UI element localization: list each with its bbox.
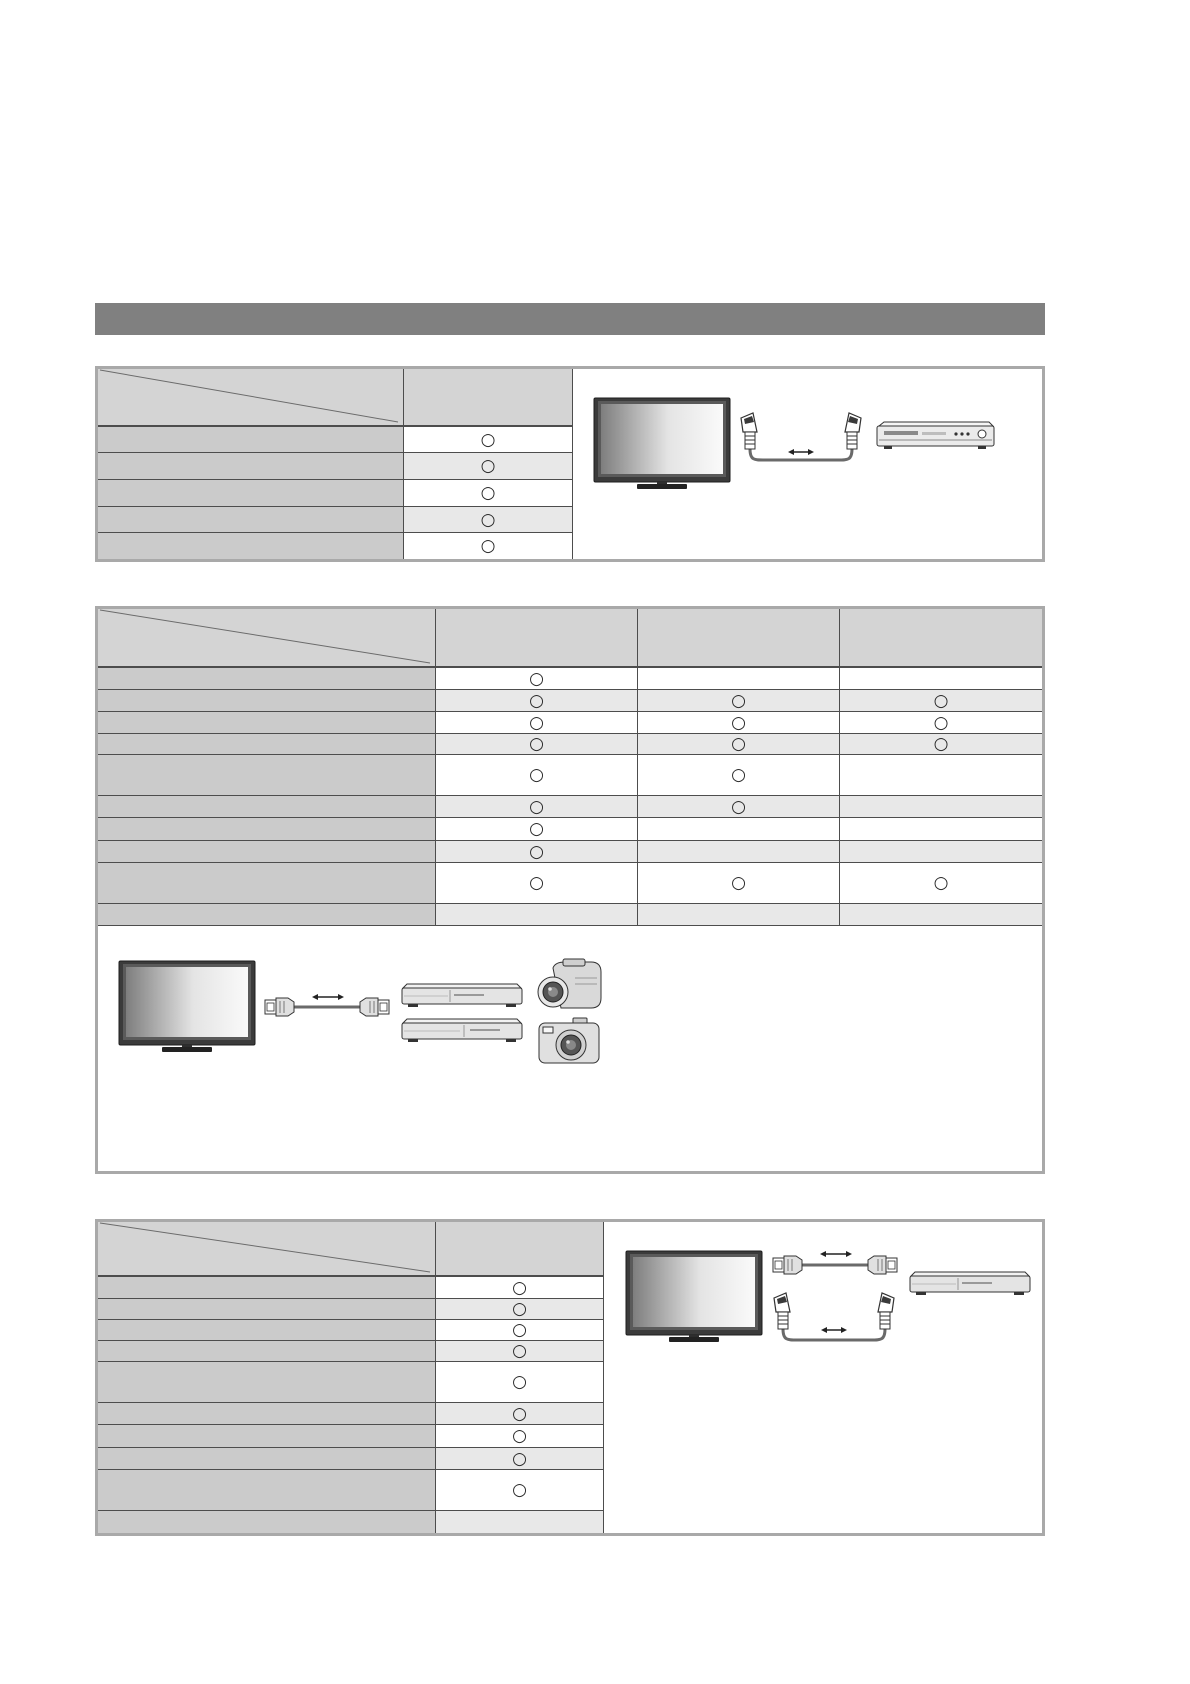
mark-cell: ○ <box>436 712 638 734</box>
table-row <box>98 690 1042 712</box>
mark-cell: ○ <box>404 427 573 453</box>
row-label-cell <box>98 1448 436 1470</box>
mark-cell <box>840 668 1042 690</box>
column-header-cell <box>404 369 573 427</box>
row-label-cell <box>98 755 436 796</box>
table-row <box>98 1511 604 1533</box>
mark-cell <box>840 818 1042 841</box>
mark-cell <box>840 755 1042 796</box>
mark-cell: ○ <box>436 755 638 796</box>
header-corner-cell <box>98 369 404 427</box>
mark-cell <box>638 841 840 863</box>
header-corner-cell <box>98 1222 436 1277</box>
tv-icon <box>625 1250 763 1344</box>
row-label-cell <box>98 507 404 533</box>
header-diagonal-line <box>98 609 436 668</box>
row-label-cell <box>98 904 436 926</box>
mark-cell <box>840 904 1042 926</box>
row-label-cell <box>98 1425 436 1448</box>
mark-cell: ○ <box>436 1341 604 1362</box>
column-header-cell <box>638 609 840 668</box>
mark-cell: ○ <box>404 507 573 533</box>
table-row <box>98 533 573 559</box>
row-label-cell <box>98 712 436 734</box>
column-header-cell <box>840 609 1042 668</box>
mark-cell: ○ <box>840 734 1042 755</box>
mark-cell <box>436 904 638 926</box>
table-row <box>98 1448 604 1470</box>
row-label-cell <box>98 1470 436 1511</box>
table-row <box>98 507 573 533</box>
mark-cell: ○ <box>436 690 638 712</box>
tv-icon <box>118 960 256 1054</box>
scart-cable-icon <box>738 410 864 468</box>
column-header-cell <box>436 1222 604 1277</box>
hdmi-cable-icon <box>770 1246 902 1280</box>
mark-cell: ○ <box>436 796 638 818</box>
table-header-row <box>98 1222 604 1277</box>
camcorder-icon <box>535 958 605 1014</box>
table-row <box>98 1362 604 1403</box>
mark-cell: ○ <box>436 734 638 755</box>
table-row <box>98 755 1042 796</box>
mark-cell: ○ <box>638 863 840 904</box>
row-label-cell <box>98 1403 436 1425</box>
mark-cell: ○ <box>436 1448 604 1470</box>
mark-cell: ○ <box>638 690 840 712</box>
row-label-cell <box>98 1511 436 1533</box>
table-row <box>98 796 1042 818</box>
table-row <box>98 453 573 480</box>
table-row <box>98 427 573 453</box>
mark-cell: ○ <box>404 533 573 559</box>
mark-cell <box>638 668 840 690</box>
mark-cell: ○ <box>638 755 840 796</box>
mark-cell: ○ <box>436 1277 604 1299</box>
scart-cable-icon <box>771 1290 897 1348</box>
row-label-cell <box>98 690 436 712</box>
mark-cell: ○ <box>638 734 840 755</box>
row-label-cell <box>98 668 436 690</box>
column-header-cell <box>436 609 638 668</box>
row-label-cell <box>98 841 436 863</box>
row-label-cell <box>98 1362 436 1403</box>
recorder-icon <box>400 1017 524 1045</box>
row-label-cell <box>98 453 404 480</box>
mark-cell <box>638 904 840 926</box>
mark-cell: ○ <box>436 1470 604 1511</box>
table-row <box>98 1403 604 1425</box>
mark-cell: ○ <box>840 690 1042 712</box>
dvd-recorder-icon <box>876 420 996 454</box>
mark-cell: ○ <box>404 453 573 480</box>
table-row <box>98 841 1042 863</box>
table-row <box>98 1425 604 1448</box>
table-row <box>98 734 1042 755</box>
row-label-cell <box>98 734 436 755</box>
recorder-icon <box>908 1270 1032 1298</box>
header-diagonal-line <box>98 1222 436 1277</box>
table-row <box>98 863 1042 904</box>
table-header-row <box>98 609 1042 668</box>
mark-cell: ○ <box>436 668 638 690</box>
mark-cell: ○ <box>436 1299 604 1320</box>
table-row <box>98 1320 604 1341</box>
hdmi-cable-icon <box>262 988 394 1022</box>
table-row <box>98 712 1042 734</box>
row-label-cell <box>98 1320 436 1341</box>
table-row <box>98 668 1042 690</box>
table-row <box>98 480 573 507</box>
row-label-cell <box>98 818 436 841</box>
mark-cell <box>436 1511 604 1533</box>
row-label-cell <box>98 1341 436 1362</box>
row-label-cell <box>98 1277 436 1299</box>
mark-cell: ○ <box>436 1425 604 1448</box>
mark-cell: ○ <box>404 480 573 507</box>
row-label-cell <box>98 796 436 818</box>
table-row <box>98 1299 604 1320</box>
mark-cell: ○ <box>436 863 638 904</box>
table-row <box>98 904 1042 926</box>
table-row <box>98 1470 604 1511</box>
mark-cell: ○ <box>436 1362 604 1403</box>
table-row <box>98 1277 604 1299</box>
mark-cell: ○ <box>436 818 638 841</box>
row-label-cell <box>98 480 404 507</box>
row-label-cell <box>98 533 404 559</box>
mark-cell: ○ <box>638 712 840 734</box>
header-diagonal-line <box>98 369 404 427</box>
header-corner-cell <box>98 609 436 668</box>
mark-cell: ○ <box>436 841 638 863</box>
row-label-cell <box>98 1299 436 1320</box>
digital-camera-icon <box>535 1013 605 1073</box>
recorder-icon <box>400 982 524 1010</box>
mark-cell: ○ <box>840 712 1042 734</box>
row-label-cell <box>98 427 404 453</box>
table-row <box>98 1341 604 1362</box>
mark-cell: ○ <box>436 1403 604 1425</box>
mark-cell: ○ <box>840 863 1042 904</box>
mark-cell <box>840 841 1042 863</box>
mark-cell <box>840 796 1042 818</box>
section-header-bar <box>95 303 1045 335</box>
mark-cell <box>638 818 840 841</box>
mark-cell: ○ <box>638 796 840 818</box>
mark-cell: ○ <box>436 1320 604 1341</box>
tv-icon <box>593 397 731 491</box>
row-label-cell <box>98 863 436 904</box>
table-row <box>98 818 1042 841</box>
table-header-row <box>98 369 573 427</box>
